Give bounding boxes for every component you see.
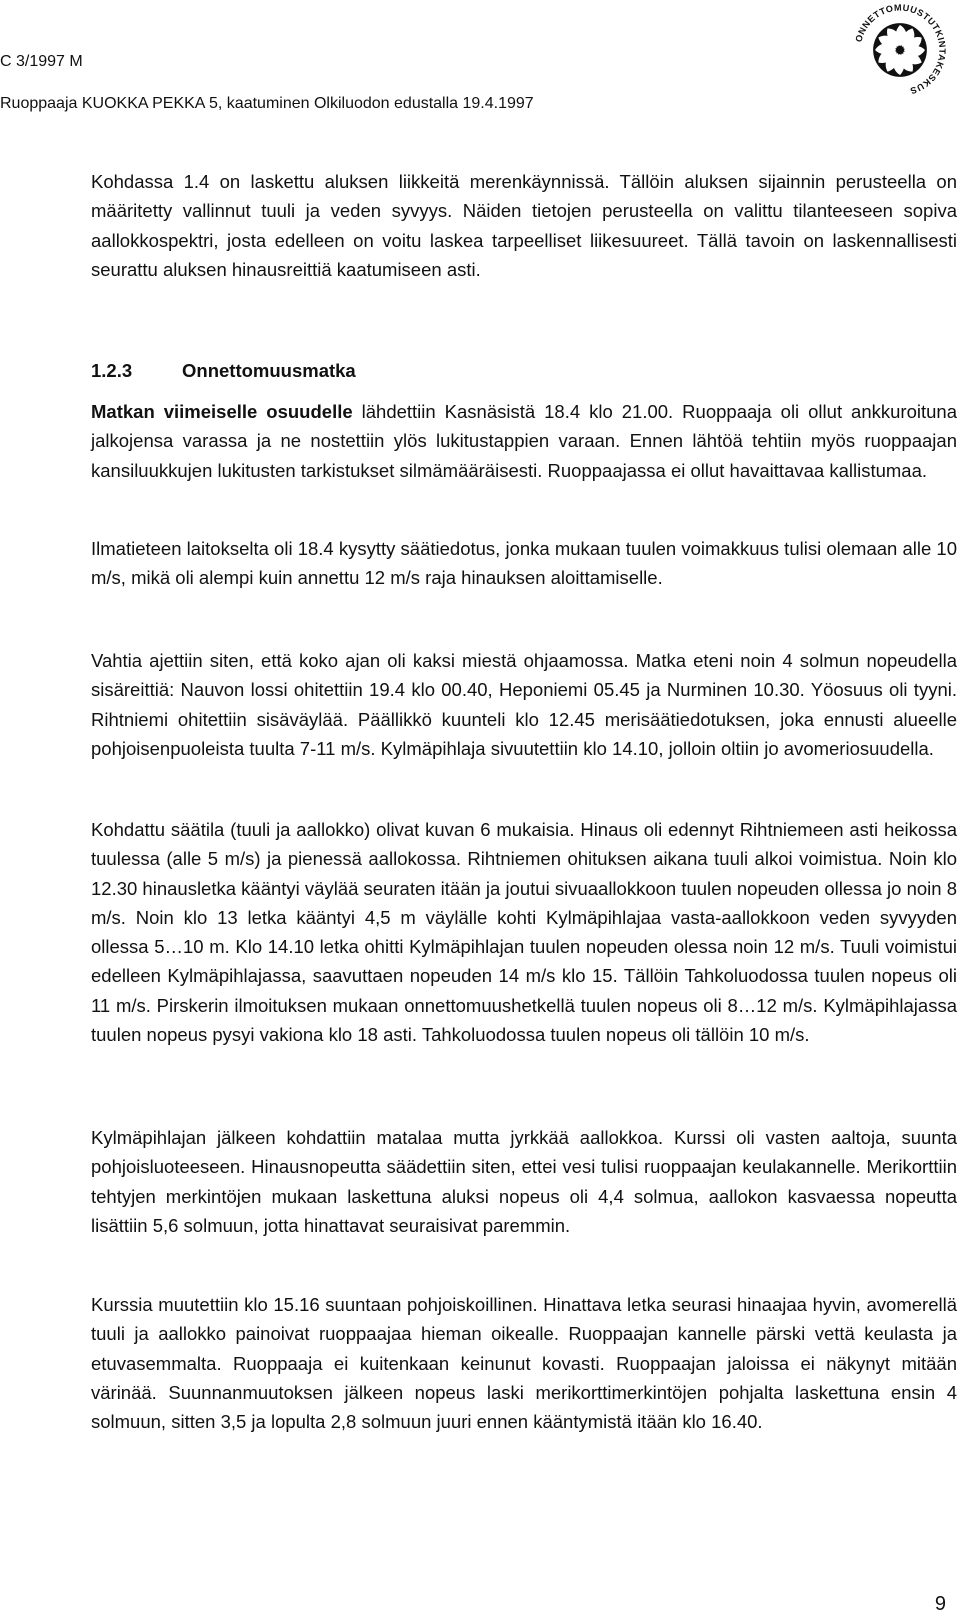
paragraph-intro-text: Kohdassa 1.4 on laskettu aluksen liikkeitä merenkäynnissä. Tällöin aluksen sijainnin perusteella on määritetty vallinnut tuuli ja veden syvyys. Näiden tietojen perusteella on valittu tilanteeseen sopiva aallokkospektri, josta edelleen on voitu laskea tarpeelliset liikesuureet. Tällä tavoin on laskennallisesti seurattu aluksen hinausreittiä kaatumiseen asti. (91, 171, 957, 280)
paragraph-route-text: Vahtia ajettiin siten, että koko ajan oli kaksi miestä ohjaamossa. Matka eteni noin 4 solmun nopeudella sisäreittiä: Nauvon lossi ohitettiin 19.4 klo 00.40, Heponiemi 05.45 ja Nurminen 10.30. Yöosuus oli tyyni. Rihtniemi ohitettiin sisäväylää. Päällikkö kuunteli klo 12.45 merisäätiedotuksen, joka ennusti alueelle pohjoisenpuoleista tuulta 7-11 m/s. Kylmäpihlaja sivuutettiin klo 14.10, jolloin oltiin jo avomeriosuudella. (91, 650, 957, 759)
section-title: Onnettomuusmatka (182, 360, 356, 381)
paragraph-waves (91, 1123, 957, 1240)
paragraph-waves-text: Kylmäpihlajan jälkeen kohdattiin matalaa mutta jyrkkää aallokkoa. Kurssi oli vasten aaltoja, suunta pohjoisluoteeseen. Hinausnopeutta säädettiin siten, ettei vesi tulisi ruoppaajan keulakannelle. Merikorttiin tehtyjen merkintöjen mukaan laskettuna aluksi nopeus oli 4,4 solmua, aallokon kasvaessa nopeutta lisättiin 5,6 solmuun, jotta hinattavat seuraisivat paremmin. (91, 1127, 957, 1236)
paragraph-departure-text: lähdettiin Kasnäsistä 18.4 klo 21.00. Ruoppaaja oli ollut ankkuroituna jalkojensa varassa ja ne nostettiin ylös lukitustappien varaan. Ennen lähtöä tehtiin myös ruoppaajan kansiluukkujen lukitusten tarkistukset silmämääräisesti. Ruoppaajassa ei ollut havaittavaa kallistumaa. (91, 401, 957, 481)
paragraph-intro (91, 167, 957, 284)
paragraph-conditions-text: Kohdattu säätila (tuuli ja aallokko) olivat kuvan 6 mukaisia. Hinaus oli edennyt Rihtniemeen asti heikossa tuulessa (alle 5 m/s) ja pienessä aallokossa. Rihtniemen ohituksen aikana tuuli alkoi voimistua. Noin klo 12.30 hinausletka kääntyi väylää seuraten itään ja joutui sivuaallokkoon tuulen nopeuden ollessa jo noin 8 m/s. Noin klo 13 letka kääntyi 4,5 m väylälle kohti Kylmäpihlajaa vasta-aallokkoon veden syvyyden ollessa 5…10 m. Klo 14.10 letka ohitti Kylmäpihlajan tuulen nopeuden olessa noin 12 m/s. Tuuli voimistui edelleen Kylmäpihlajassa, saavuttaen nopeuden 14 m/s klo 15. Tällöin Tahkoluodossa tuulen nopeus oli 11 m/s. Pirskerin ilmoituksen mukaan onnettomuushetkellä tuulen nopeus oli 8…12 m/s. Kylmäpihlajassa tuulen nopeus pysyi vakiona klo 18 asti. Tahkoluodossa tuulen nopeus oli tällöin 10 m/s. (91, 819, 957, 1046)
paragraph-weather-text: Ilmatieteen laitokselta oli 18.4 kysytty säätiedotus, jonka mukaan tuulen voimakkuus tulisi olemaan alle 10 m/s, mikä oli alempi kuin annettu 12 m/s raja hinauksen aloittamiselle. (91, 538, 957, 589)
paragraph-course-change (91, 1290, 957, 1436)
doc-code: C 3/1997 M (0, 53, 83, 70)
spiral-seal-icon (852, 2, 948, 98)
page-number: 9 (934, 1593, 946, 1615)
paragraph-lead-bold: Matkan viimeiselle osuudelle (91, 401, 353, 422)
paragraph-weather-forecast (91, 534, 957, 593)
doc-subtitle: Ruoppaaja KUOKKA PEKKA 5, kaatuminen Olkiluodon edustalla 19.4.1997 (0, 95, 534, 112)
paragraph-watch-route (91, 646, 957, 763)
paragraph-conditions (91, 815, 957, 1049)
logo-text: ONNETTOMUUSTUTKINTAKESKUS (853, 2, 948, 97)
paragraph-course-text: Kurssia muutettiin klo 15.16 suuntaan pohjoiskoillinen. Hinattava letka seurasi hinaajaa hyvin, avomerellä tuuli ja aallokko painoivat ruoppaajaa hieman oikealle. Ruoppaajan kannelle pärski vettä keulasta ja etuvasemmalta. Ruoppaaja ei kuitenkaan keinunut kovasti. Ruoppaajan jaloissa ei näkynyt mitään värinää. Suunnanmuutoksen jälkeen nopeus laski merikorttimerkintöjen pohjalta laskettuna ensin 4 solmuun, sitten 3,5 ja lopulta 2,8 solmuun juuri ennen kääntymistä itään klo 16.40. (91, 1294, 957, 1433)
paragraph-departure (91, 397, 957, 485)
section-number: 1.2.3 (91, 360, 133, 381)
